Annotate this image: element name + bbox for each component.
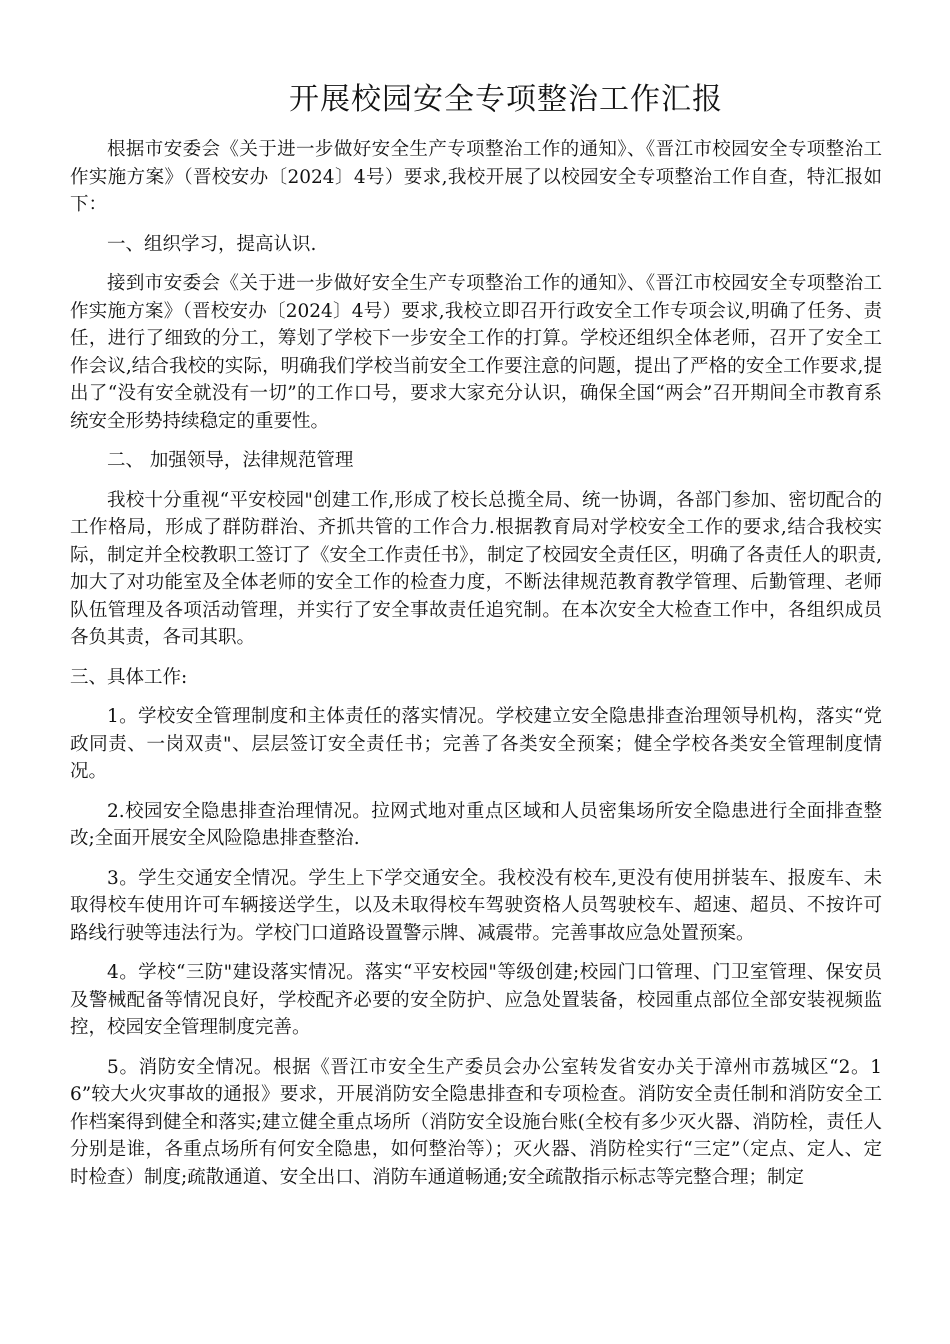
section-3-item-2: 2.校园安全隐患排查治理情况。拉网式地对重点区域和人员密集场所安全隐患进行全面排查整改;全面开展安全风险隐患排查整治. bbox=[70, 800, 882, 849]
section-2-heading: 二、 加强领导，法律规范管理 bbox=[107, 450, 354, 471]
document-title: 开展校园安全专项整治工作汇报 bbox=[289, 82, 723, 117]
intro-paragraph: 根据市安委会《关于进一步做好安全生产专项整治工作的通知》、《晋江市校园安全专项整治工作实施方案》（晋校安办〔2024〕4号）要求,我校开展了以校园安全专项整治工作自查，特汇报如下： bbox=[70, 139, 882, 215]
section-3-heading: 三、具体工作: bbox=[70, 666, 188, 688]
section-2-body: 我校十分重视“平安校园"创建工作,形成了校长总揽全局、统一协调，各部门参加、密切配合的工作格局，形成了群防群治、齐抓共管的工作合力.根据教育局对学校安全工作的要求,结合我校实际，制定并全校教职工签订了《安全工作责任书》，制定了校园安全责任区，明确了各责任人的职责,加大了对功能室及全体老师的安全工作的检查力度，不断法律规范教育教学管理、后勤管理、老师队伍管理及各项活动管理，并实行了安全事故责任追究制。在本次安全大检查工作中，各组织成员各负其责，各司其职。 bbox=[70, 489, 882, 648]
section-3-item-3: 3。学生交通安全情况。学生上下学交通安全。我校没有校车,更没有使用拼装车、报废车、未取得校车使用许可车辆接送学生，以及未取得校车驾驶资格人员驾驶校车、超速、超员、不按许可路线行驶等违法行为。学校门口道路设置警示牌、减震带。完善事故应急处置预案。 bbox=[70, 867, 882, 944]
section-3-item-4: 4。学校“三防"建设落实情况。落实“平安校园"等级创建;校园门口管理、门卫室管理、保安员及警械配备等情况良好，学校配齐必要的安全防护、应急处置装备，校园重点部位全部安装视频监控，校园安全管理制度完善。 bbox=[70, 962, 882, 1038]
section-1-heading: 一、组织学习，提高认识. bbox=[107, 233, 317, 255]
section-3-item-5: 5。消防安全情况。根据《晋江市安全生产委员会办公室转发省安办关于漳州市荔城区“2。16”较大火灾事故的通报》要求，开展消防安全隐患排查和专项检查。消防安全责任制和消防安全工作档案得到健全和落实;建立健全重点场所（消防安全设施台账(全校有多少灭火器、消防栓，责任人分别是谁，各重点场所有何安全隐患，如何整治等）；灭火器、消防栓实行“三定”（定点、定人、定时检查）制度;疏散通道、安全出口、消防车通道畅通;安全疏散指示标志等完整合理；制定 bbox=[70, 1056, 882, 1188]
document-page bbox=[70, 78, 882, 1203]
section-3-item-1: 1。学校安全管理制度和主体责任的落实情况。学校建立安全隐患排查治理领导机构，落实“党政同责、一岗双责"、层层签订安全责任书；完善了各类安全预案；健全学校各类安全管理制度情况。 bbox=[70, 706, 882, 782]
section-1-body: 接到市安委会《关于进一步做好安全生产专项整治工作的通知》、《晋江市校园安全专项整治工作实施方案》（晋校安办〔2024〕4号）要求,我校立即召开行政安全工作专项会议,明确了任务、责任，进行了细致的分工，筹划了学校下一步安全工作的打算。学校还组织全体老师，召开了安全工作会议,结合我校的实际，明确我们学校当前安全工作要注意的问题，提出了严格的安全工作要求,提出了“没有安全就没有一切”的工作口号，要求大家充分认识，确保全国“两会”召开期间全市教育系统安全形势持续稳定的重要性。 bbox=[70, 273, 882, 432]
